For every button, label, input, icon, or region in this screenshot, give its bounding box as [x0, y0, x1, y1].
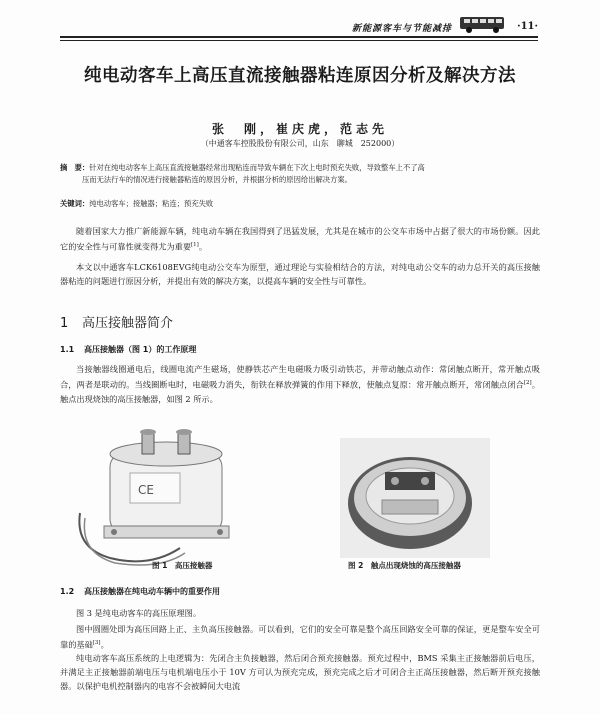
- subsection-heading: 1.2 高压接触器在纯电动车辆中的重要作用: [60, 587, 220, 596]
- keywords-text: 纯电动客车；接触器；粘连；预充失败: [89, 199, 214, 208]
- header-rule: [60, 36, 538, 38]
- keywords-label: 关键词：: [60, 199, 90, 208]
- figure-2-burned-contactor-photo: [340, 438, 490, 558]
- citation: [2]: [523, 380, 532, 386]
- paper-authors: 张 刚，崔庆虎，范志先: [211, 122, 388, 136]
- page-number: ·11·: [517, 21, 538, 32]
- section-heading: 1 高压接触器简介: [60, 316, 174, 331]
- header-rule-thin: [60, 40, 538, 41]
- journal-name: 新能源客车与节能减排: [351, 24, 452, 34]
- figure-2-caption: 图 2 触点出现烧蚀的高压接触器: [348, 561, 461, 570]
- section-1-2-paragraph-2: 图中圆圈处即为高压回路上正、主负高压接触器。可以看到，它们的安全可靠是整个高压回路安全可靠的保证，更是整车安全可靠的基础[3]。: [60, 624, 540, 650]
- section-1-2-paragraph-3: 纯电动客车高压系统的上电逻辑为：先闭合主负接触器，然后闭合预充接触器。预充过程中，BMS 采集主正接触器前后电压，并满足主正接触器前端电压与电机端电压小于 10V 方可认为预充完成，预充完成之后才可闭合主正高压接触器，然后断开预充接触器。以保护电机控制器内的电容不会被瞬间大电流: [60, 653, 540, 691]
- abstract-label: 摘 要：: [60, 163, 90, 172]
- abstract: [60, 162, 538, 186]
- running-header: [0, 0, 600, 44]
- bus-logo-icon: [458, 12, 508, 34]
- figure-1-caption: 图 1 高压接触器: [152, 561, 213, 570]
- paper-affiliation: （中通客车控股股份有限公司，山东 聊城 252000）: [200, 139, 400, 148]
- figure-1-contactor-photo: [79, 429, 229, 565]
- paper-title: 纯电动客车上高压直流接触器粘连原因分析及解决方法: [84, 66, 516, 86]
- keywords: [60, 199, 538, 209]
- citation: [1]: [191, 242, 199, 248]
- figure-1-ce-mark: CE: [138, 483, 154, 497]
- section-1-1-paragraph: 当接触器线圈通电后，线圈电流产生磁场，使静铁芯产生电磁吸力吸引动铁芯，并带动触点动作：常闭触点断开，常开触点吸合，两者是联动的。当线圈断电时，电磁吸力消失，衔铁在释放弹簧的作用下释放，使触点复原：常开触点断开，常闭触点闭合[2]。触点出现烧蚀的高压接触器，如图 2 所示。: [60, 364, 540, 404]
- section-1-2-paragraph-1: 图 3 是纯电动客车的高压原理图。: [76, 608, 202, 618]
- abstract-line-1: 摘 要：针对在纯电动客车上高压直流接触器经常出现粘连而导致车辆在下次上电时预充失败，导致整车上不了高: [60, 163, 425, 172]
- abstract-line-2: 压而无法行车的情况进行接触器粘连的原因分析，并根据分析的原因给出解决方案。: [82, 175, 352, 184]
- citation: [3]: [92, 640, 101, 646]
- intro-paragraph-1: 随着国家大力推广新能源车辆，纯电动车辆在我国得到了迅猛发展，尤其是在城市的公交车市场中占据了很大的市场份额。因此它的安全性与可靠性就变得尤为重要[1]。: [60, 226, 540, 252]
- subsection-heading: 1.1 高压接触器（图 1）的工作原理: [60, 345, 197, 354]
- intro-paragraph-2: 本文以中通客车LCK6108EVG纯电动公交车为原型，通过理论与实验相结合的方法，对纯电动公交车的动力总开关的高压接触器粘连的问题进行原因分析，并提出有效的解决方案，以提高车辆的安全性与可靠性。: [60, 262, 540, 286]
- figures-area: [0, 418, 600, 578]
